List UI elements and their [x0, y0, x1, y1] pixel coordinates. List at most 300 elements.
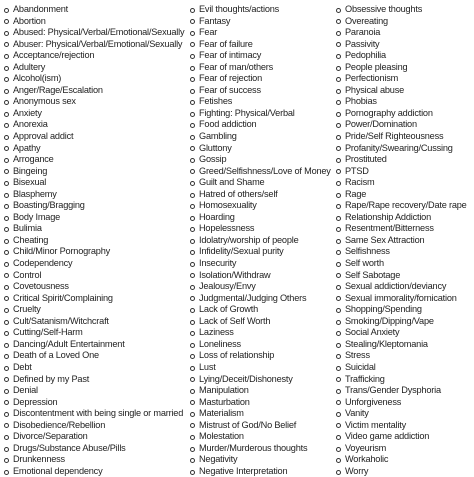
- list-item-label: Obsessive thoughts: [345, 4, 423, 14]
- list-item-label: Workaholic: [345, 454, 389, 465]
- circle-bullet-icon: [4, 296, 9, 301]
- circle-bullet-icon: [336, 273, 341, 278]
- list-item-label: Cult/Satanism/Witchcraft: [13, 315, 109, 326]
- circle-bullet-icon: [4, 8, 9, 13]
- list-item-label: Drunkenness: [13, 454, 65, 465]
- list-item: [336, 212, 474, 224]
- list-item: [336, 281, 474, 293]
- list-item-label: Abortion: [13, 15, 46, 26]
- list-item: [336, 420, 474, 432]
- list-item-label: Materialism: [199, 408, 244, 419]
- list-item: [4, 200, 188, 212]
- list-item: [4, 62, 188, 74]
- circle-bullet-icon: [4, 239, 9, 244]
- list-item-label: Shopping/Spending: [345, 304, 422, 315]
- list-item-label: Prostituted: [345, 154, 387, 165]
- list-item-label: Abandonment: [13, 4, 69, 14]
- circle-bullet-icon: [4, 181, 9, 186]
- circle-bullet-icon: [4, 135, 9, 140]
- list-item: [190, 96, 340, 108]
- list-item-label: Paranoia: [345, 27, 381, 38]
- circle-bullet-icon: [4, 470, 9, 475]
- list-item: [4, 293, 188, 305]
- list-item-label: Jealousy/Envy: [199, 281, 256, 292]
- list-item-label: Racism: [345, 177, 375, 188]
- list-item: [4, 143, 188, 155]
- list-item-label: Anorexia: [13, 119, 48, 130]
- list-item: [190, 154, 340, 166]
- circle-bullet-icon: [190, 250, 195, 255]
- list-item-label: Fear of failure: [199, 38, 253, 49]
- list-item: [190, 339, 340, 351]
- list-item: [4, 73, 188, 85]
- list-item-label: Hoarding: [199, 211, 235, 222]
- circle-bullet-icon: [336, 366, 341, 371]
- circle-bullet-icon: [336, 158, 341, 163]
- circle-bullet-icon: [336, 470, 341, 475]
- list-item: [4, 454, 188, 466]
- list-item-label: Vanity: [345, 408, 369, 419]
- list-item-label: Anger/Rage/Escalation: [13, 84, 103, 95]
- list-item: [190, 27, 340, 39]
- list-item-label: Evil thoughts/actions: [199, 4, 280, 14]
- list-item-label: Fear: [199, 27, 218, 38]
- list-item-label: Pornography addiction: [345, 107, 433, 118]
- circle-bullet-icon: [190, 262, 195, 267]
- list-item: [336, 397, 474, 409]
- list-item-label: Lust: [199, 361, 216, 372]
- list-item: [190, 119, 340, 131]
- list-item: [336, 408, 474, 420]
- list-item-label: Stress: [345, 350, 370, 361]
- list-item: [190, 304, 340, 316]
- list-item: [4, 212, 188, 224]
- list-item: [336, 177, 474, 189]
- list-item-label: Negative Interpretation: [199, 465, 288, 476]
- circle-bullet-icon: [190, 285, 195, 290]
- circle-bullet-icon: [190, 423, 195, 428]
- list-item-label: Profanity/Swearing/Cussing: [345, 142, 453, 153]
- list-item-label: Trans/Gender Dysphoria: [345, 385, 441, 396]
- circle-bullet-icon: [336, 204, 341, 209]
- circle-bullet-icon: [190, 158, 195, 163]
- circle-bullet-icon: [190, 366, 195, 371]
- circle-bullet-icon: [190, 227, 195, 232]
- circle-bullet-icon: [4, 31, 9, 36]
- circle-bullet-icon: [4, 19, 9, 24]
- list-item: [4, 258, 188, 270]
- circle-bullet-icon: [336, 285, 341, 290]
- list-item: [336, 443, 474, 455]
- circle-bullet-icon: [336, 262, 341, 267]
- list-item: [4, 177, 188, 189]
- circle-bullet-icon: [190, 296, 195, 301]
- list-item-label: Social Anxiety: [345, 327, 400, 338]
- list-item: [336, 374, 474, 386]
- list-item-label: Apathy: [13, 142, 41, 153]
- list-item-label: Idolatry/worship of people: [199, 234, 299, 245]
- circle-bullet-icon: [4, 331, 9, 336]
- list-item: [336, 62, 474, 74]
- list-item-label: Bisexual: [13, 177, 47, 188]
- list-item: [4, 362, 188, 374]
- list-item-label: Pride/Self Righteousness: [345, 131, 444, 142]
- list-item: [190, 212, 340, 224]
- circle-bullet-icon: [4, 216, 9, 221]
- list-item-label: Gossip: [199, 154, 227, 165]
- list-item-label: Cheating: [13, 234, 49, 245]
- circle-bullet-icon: [4, 146, 9, 151]
- circle-bullet-icon: [336, 389, 341, 394]
- list-item: [190, 454, 340, 466]
- circle-bullet-icon: [336, 343, 341, 348]
- circle-bullet-icon: [336, 435, 341, 440]
- list-item: [336, 454, 474, 466]
- circle-bullet-icon: [190, 458, 195, 463]
- circle-bullet-icon: [336, 54, 341, 59]
- circle-bullet-icon: [336, 169, 341, 174]
- circle-bullet-icon: [4, 366, 9, 371]
- list-item: [4, 374, 188, 386]
- list-item: [336, 166, 474, 178]
- list-item: [336, 327, 474, 339]
- list-item-label: Food addiction: [199, 119, 257, 130]
- list-item: [190, 431, 340, 443]
- circle-bullet-icon: [336, 423, 341, 428]
- list-item: [336, 316, 474, 328]
- list-item: [336, 119, 474, 131]
- circle-bullet-icon: [336, 354, 341, 359]
- list-item-label: Relationship Addiction: [345, 211, 432, 222]
- list-item: [336, 143, 474, 155]
- circle-bullet-icon: [336, 250, 341, 255]
- circle-bullet-icon: [190, 273, 195, 278]
- circle-bullet-icon: [4, 250, 9, 255]
- list-item-label: Infidelity/Sexual purity: [199, 246, 284, 257]
- list-item: [190, 350, 340, 362]
- list-item-label: Hatred of others/self: [199, 188, 278, 199]
- list-item: [336, 235, 474, 247]
- circle-bullet-icon: [336, 31, 341, 36]
- circle-bullet-icon: [336, 89, 341, 94]
- list-item-label: Abuser: Physical/Verbal/Emotional/Sexually: [13, 38, 183, 49]
- circle-bullet-icon: [190, 181, 195, 186]
- list-item: [190, 16, 340, 28]
- circle-bullet-icon: [190, 42, 195, 47]
- list-item-label: Fear of man/others: [199, 61, 274, 72]
- list-item: [4, 350, 188, 362]
- list-item-label: Unforgiveness: [345, 396, 402, 407]
- list-item: [4, 431, 188, 443]
- circle-bullet-icon: [336, 400, 341, 405]
- list-item-label: Lying/Deceit/Dishonesty: [199, 373, 293, 384]
- list-item: [336, 85, 474, 97]
- list-item: [336, 154, 474, 166]
- circle-bullet-icon: [190, 77, 195, 82]
- circle-bullet-icon: [4, 447, 9, 452]
- list-item-label: Child/Minor Pornography: [13, 246, 111, 257]
- list-item-label: Mistrust of God/No Belief: [199, 419, 297, 430]
- circle-bullet-icon: [190, 31, 195, 36]
- list-item: [190, 166, 340, 178]
- circle-bullet-icon: [4, 42, 9, 47]
- circle-bullet-icon: [190, 100, 195, 105]
- issues-column-3: [336, 4, 474, 477]
- list-item: [190, 374, 340, 386]
- list-item-label: Fetishes: [199, 96, 233, 107]
- list-item: [190, 327, 340, 339]
- list-item-label: Emotional dependency: [13, 465, 103, 476]
- circle-bullet-icon: [190, 389, 195, 394]
- circle-bullet-icon: [4, 435, 9, 440]
- list-item: [4, 96, 188, 108]
- list-item: [190, 293, 340, 305]
- list-item-label: Blasphemy: [13, 188, 57, 199]
- circle-bullet-icon: [336, 320, 341, 325]
- list-item-label: Depression: [13, 396, 58, 407]
- circle-bullet-icon: [190, 66, 195, 71]
- list-item: [4, 339, 188, 351]
- circle-bullet-icon: [190, 112, 195, 117]
- circle-bullet-icon: [336, 146, 341, 151]
- circle-bullet-icon: [336, 447, 341, 452]
- list-item: [336, 131, 474, 143]
- circle-bullet-icon: [190, 400, 195, 405]
- circle-bullet-icon: [4, 77, 9, 82]
- list-item-label: Codependency: [13, 258, 73, 269]
- circle-bullet-icon: [336, 100, 341, 105]
- list-item-label: Same Sex Attraction: [345, 234, 425, 245]
- list-item-label: Dancing/Adult Entertainment: [13, 338, 125, 349]
- list-item-label: Rage: [345, 188, 367, 199]
- list-item-label: Power/Domination: [345, 119, 417, 130]
- circle-bullet-icon: [336, 216, 341, 221]
- circle-bullet-icon: [190, 343, 195, 348]
- circle-bullet-icon: [4, 423, 9, 428]
- circle-bullet-icon: [4, 377, 9, 382]
- circle-bullet-icon: [336, 135, 341, 140]
- circle-bullet-icon: [4, 193, 9, 198]
- list-item: [336, 350, 474, 362]
- list-item-label: Critical Spirit/Complaining: [13, 292, 113, 303]
- list-item-label: Judgmental/Judging Others: [199, 292, 307, 303]
- list-item: [336, 39, 474, 51]
- circle-bullet-icon: [4, 89, 9, 94]
- list-item: [4, 327, 188, 339]
- list-item-label: Trafficking: [345, 373, 385, 384]
- circle-bullet-icon: [190, 308, 195, 313]
- list-item: [190, 420, 340, 432]
- circle-bullet-icon: [4, 273, 9, 278]
- circle-bullet-icon: [190, 135, 195, 140]
- circle-bullet-icon: [336, 42, 341, 47]
- list-item: [4, 223, 188, 235]
- list-item-label: Voyeurism: [345, 442, 387, 453]
- list-item-label: Abused: Physical/Verbal/Emotional/Sexually: [13, 27, 185, 38]
- list-item: [4, 189, 188, 201]
- circle-bullet-icon: [190, 435, 195, 440]
- list-item: [190, 177, 340, 189]
- list-item: [4, 50, 188, 62]
- circle-bullet-icon: [4, 204, 9, 209]
- circle-bullet-icon: [4, 54, 9, 59]
- list-item-label: Self worth: [345, 258, 384, 269]
- list-item-label: Isolation/Withdraw: [199, 269, 271, 280]
- list-item: [336, 293, 474, 305]
- circle-bullet-icon: [4, 308, 9, 313]
- list-item-label: Worry: [345, 465, 369, 476]
- list-item: [336, 339, 474, 351]
- circle-bullet-icon: [336, 412, 341, 417]
- circle-bullet-icon: [190, 8, 195, 13]
- circle-bullet-icon: [4, 262, 9, 267]
- list-item: [336, 108, 474, 120]
- list-item: [336, 4, 474, 16]
- list-item: [4, 4, 188, 16]
- list-item-label: Negativity: [199, 454, 238, 465]
- circle-bullet-icon: [190, 169, 195, 174]
- list-item: [190, 397, 340, 409]
- circle-bullet-icon: [336, 239, 341, 244]
- list-item: [336, 466, 474, 477]
- list-item-label: Discontentment with being single or married: [13, 408, 184, 419]
- list-item-label: Arrogance: [13, 154, 54, 165]
- list-item-label: Anxiety: [13, 107, 42, 118]
- circle-bullet-icon: [336, 193, 341, 198]
- list-item: [336, 258, 474, 270]
- list-item-label: Gluttony: [199, 142, 232, 153]
- circle-bullet-icon: [190, 320, 195, 325]
- list-item-label: Fear of intimacy: [199, 50, 262, 61]
- circle-bullet-icon: [4, 285, 9, 290]
- list-item-label: Fantasy: [199, 15, 231, 26]
- list-item: [4, 27, 188, 39]
- list-item: [336, 16, 474, 28]
- list-item-label: Physical abuse: [345, 84, 404, 95]
- list-item: [190, 223, 340, 235]
- list-item: [4, 39, 188, 51]
- list-item-label: Overeating: [345, 15, 388, 26]
- list-item: [190, 39, 340, 51]
- circle-bullet-icon: [190, 239, 195, 244]
- list-item: [4, 235, 188, 247]
- circle-bullet-icon: [190, 54, 195, 59]
- list-item-label: Sexual addiction/deviancy: [345, 281, 447, 292]
- circle-bullet-icon: [4, 169, 9, 174]
- circle-bullet-icon: [336, 227, 341, 232]
- list-item-label: Sexual immorality/fornication: [345, 292, 457, 303]
- list-item-label: Masturbation: [199, 396, 250, 407]
- circle-bullet-icon: [4, 412, 9, 417]
- list-item-label: Alcohol(ism): [13, 73, 62, 84]
- circle-bullet-icon: [4, 112, 9, 117]
- list-item: [190, 443, 340, 455]
- list-item: [4, 166, 188, 178]
- list-item-label: Resentment/Bitterness: [345, 223, 434, 234]
- list-item: [4, 408, 188, 420]
- circle-bullet-icon: [336, 77, 341, 82]
- circle-bullet-icon: [190, 193, 195, 198]
- list-item: [4, 131, 188, 143]
- circle-bullet-icon: [336, 458, 341, 463]
- list-item-label: Covetousness: [13, 281, 69, 292]
- list-item-label: Perfectionism: [345, 73, 399, 84]
- list-item: [336, 431, 474, 443]
- list-item: [336, 246, 474, 258]
- list-item: [190, 50, 340, 62]
- list-item-label: Hopelessness: [199, 223, 255, 234]
- list-item-label: Video game addiction: [345, 431, 430, 442]
- list-item: [336, 189, 474, 201]
- list-item-label: Passivity: [345, 38, 380, 49]
- circle-bullet-icon: [336, 19, 341, 24]
- list-item: [336, 50, 474, 62]
- list-item-label: Murder/Murderous thoughts: [199, 442, 308, 453]
- list-item: [190, 200, 340, 212]
- list-item-label: Suicidal: [345, 361, 376, 372]
- list-item-label: Defined by my Past: [13, 373, 90, 384]
- circle-bullet-icon: [4, 458, 9, 463]
- list-item-label: Lack of Self Worth: [199, 315, 271, 326]
- list-item-label: Rape/Rape recovery/Date rape: [345, 200, 467, 211]
- list-item-label: Disobedience/Rebellion: [13, 419, 106, 430]
- circle-bullet-icon: [190, 412, 195, 417]
- circle-bullet-icon: [190, 470, 195, 475]
- list-item: [4, 397, 188, 409]
- list-item-label: Control: [13, 269, 42, 280]
- circle-bullet-icon: [336, 112, 341, 117]
- circle-bullet-icon: [336, 8, 341, 13]
- list-item: [190, 131, 340, 143]
- list-item-label: Bulimia: [13, 223, 42, 234]
- list-item: [336, 73, 474, 85]
- list-item: [4, 154, 188, 166]
- list-item: [190, 270, 340, 282]
- list-item: [4, 246, 188, 258]
- issues-column-1: [4, 4, 188, 477]
- list-item: [190, 4, 340, 16]
- list-item-label: Gambling: [199, 131, 237, 142]
- circle-bullet-icon: [336, 308, 341, 313]
- list-item-label: Loss of relationship: [199, 350, 275, 361]
- list-item-label: Acceptance/rejection: [13, 50, 95, 61]
- list-item-label: Manipulation: [199, 385, 249, 396]
- circle-bullet-icon: [190, 89, 195, 94]
- circle-bullet-icon: [336, 331, 341, 336]
- list-item-label: Drugs/Substance Abuse/Pills: [13, 442, 126, 453]
- list-item-label: Insecurity: [199, 258, 237, 269]
- list-item: [190, 258, 340, 270]
- list-item: [336, 270, 474, 282]
- list-item: [190, 85, 340, 97]
- list-item: [4, 420, 188, 432]
- list-item-label: Cruelty: [13, 304, 41, 315]
- list-item: [336, 385, 474, 397]
- circle-bullet-icon: [336, 296, 341, 301]
- list-item: [190, 246, 340, 258]
- list-item: [336, 304, 474, 316]
- list-item: [190, 62, 340, 74]
- circle-bullet-icon: [4, 66, 9, 71]
- circle-bullet-icon: [4, 227, 9, 232]
- list-item-label: Death of a Loved One: [13, 350, 99, 361]
- issues-column-2: [190, 4, 340, 477]
- list-item: [190, 281, 340, 293]
- list-item: [190, 108, 340, 120]
- list-item: [190, 189, 340, 201]
- list-item: [4, 443, 188, 455]
- circle-bullet-icon: [190, 19, 195, 24]
